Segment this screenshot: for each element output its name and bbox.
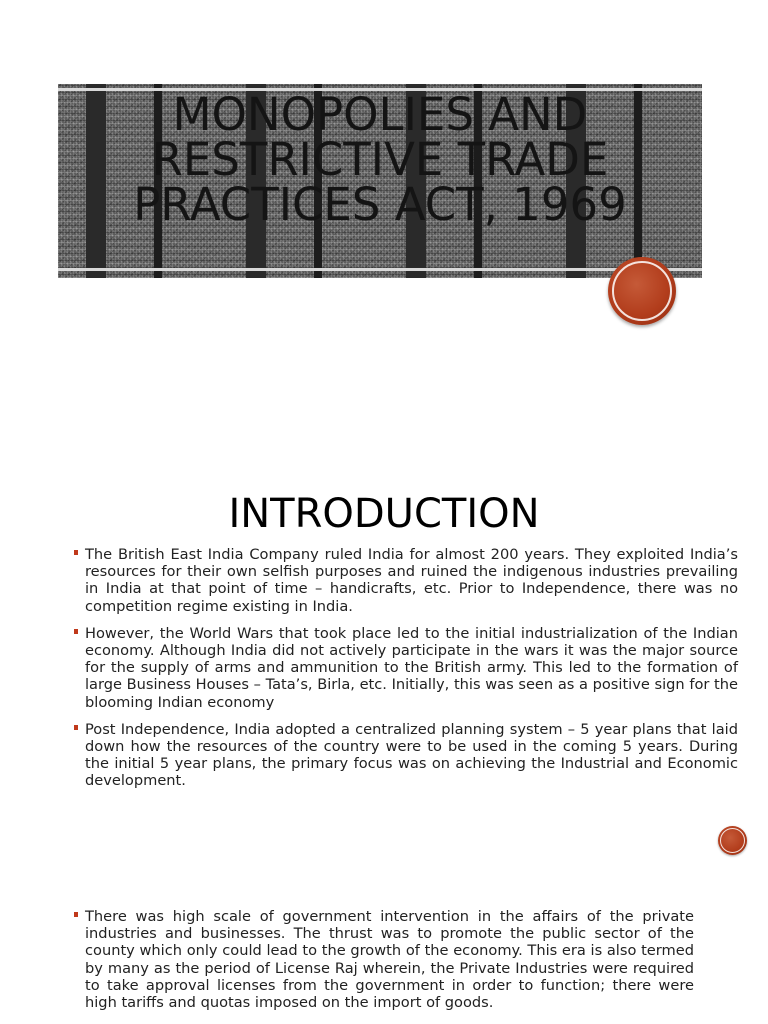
slide-title: MONOPOLIES AND RESTRICTIVE TRADE PRACTICES ACT, 1969 [133,87,627,231]
introduction-bullet-list [72,546,738,800]
banner-bottom-line [58,268,702,271]
decorative-circle-icon [718,826,747,855]
bullet-item [72,908,694,1011]
bullet-item [72,721,738,790]
introduction-heading: INTRODUCTION [228,491,540,537]
bullet-text: There was high scale of government intervention in the affairs of the private industries and businesses. The thrust was to promote the public sector of the county which only could lead to the growth of the economy. This era is also termed by many as the period of License Raj wherein, the Private Industries were required to take approval licenses from the government in order to function; there were high tariffs and quotas imposed on the import of goods. [85,908,694,1012]
decorative-circle-icon [608,257,676,325]
bullet-item [72,546,738,615]
bullet-text: However, the World Wars that took place led to the initial industrialization of the Indian economy. Although India did not actively participate in the wars it was the major source for the supply of arms and ammunition to the British army. This led to the formation of large Business Houses – Tata’s, Birla, etc. Initially, this was seen as a positive sign for the blooming Indian economy [85,624,738,711]
bullet-text: The British East India Company ruled India for almost 200 years. They exploited India’s resources for their own selfish purposes and ruined the indigenous industries prevailing in India at that point of time – handicrafts, etc. Prior to Independence, there was no competition regime existing in India. [85,546,738,615]
bullet-item [72,625,738,711]
license-raj-bullet-list [72,908,694,1021]
bullet-text: Post Independence, India adopted a centralized planning system – 5 year plans that laid down how the resources of the country were to be used in the coming 5 years. During the initial 5 year plans, the primary focus was on achieving the Industrial and Economic development. [85,720,738,790]
